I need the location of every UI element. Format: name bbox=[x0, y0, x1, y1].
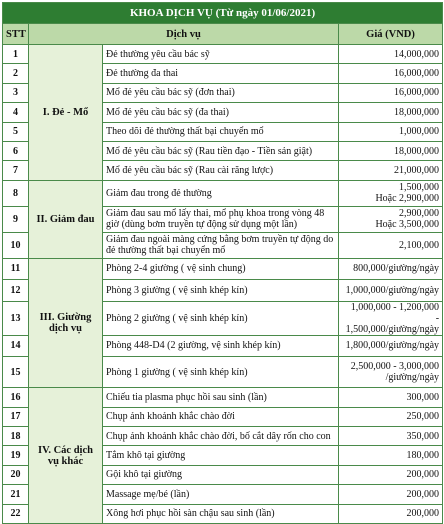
row-price: 350,000 bbox=[339, 427, 443, 446]
row-price: 200,000 bbox=[339, 465, 443, 484]
price-table bbox=[2, 2, 443, 524]
row-service: Massage mẹ/bé (lần) bbox=[103, 485, 339, 504]
row-service: Phòng 2-4 giường ( vệ sinh chung) bbox=[103, 258, 339, 280]
row-price bbox=[339, 206, 443, 232]
row-price: 1,000,000/giường/ngày bbox=[339, 280, 443, 302]
row-stt: 12 bbox=[3, 280, 29, 302]
table-row bbox=[3, 180, 443, 206]
row-price bbox=[339, 357, 443, 388]
row-price: 16,000,000 bbox=[339, 83, 443, 102]
row-stt: 4 bbox=[3, 103, 29, 122]
row-price: 200,000 bbox=[339, 504, 443, 523]
row-stt: 22 bbox=[3, 504, 29, 523]
row-price: 16,000,000 bbox=[339, 64, 443, 83]
row-service: Phòng 448-D4 (2 giường, vệ sinh khép kín) bbox=[103, 335, 339, 357]
row-stt: 17 bbox=[3, 407, 29, 426]
price-line-alt: Hoặc 2,900,000 bbox=[375, 193, 440, 205]
row-service: Đẻ thường yêu cầu bác sỹ bbox=[103, 45, 339, 64]
row-price: 180,000 bbox=[339, 446, 443, 465]
row-service: Giảm đau trong đẻ thường bbox=[103, 180, 339, 206]
row-stt: 21 bbox=[3, 485, 29, 504]
group-label: IV. Các dịch vụ khác bbox=[29, 388, 103, 524]
row-service: Chụp ảnh khoảnh khắc chào đời, bố cắt dây rốn cho con bbox=[103, 427, 339, 446]
row-stt: 11 bbox=[3, 258, 29, 280]
row-price: 1,800,000/giường/ngày bbox=[339, 335, 443, 357]
row-stt: 16 bbox=[3, 388, 29, 407]
row-price bbox=[339, 301, 443, 335]
row-stt: 7 bbox=[3, 161, 29, 180]
price-line-alt: /giường/ngày bbox=[385, 372, 440, 384]
row-service: Phòng 2 giường ( vệ sinh khép kín) bbox=[103, 301, 339, 335]
row-stt: 19 bbox=[3, 446, 29, 465]
row-stt: 13 bbox=[3, 301, 29, 335]
row-service: Theo dõi đẻ thường thất bại chuyển mổ bbox=[103, 122, 339, 141]
row-service: Chụp ảnh khoảnh khắc chào đời bbox=[103, 407, 339, 426]
price-line: 1,000,000 - 1,200,000 bbox=[350, 301, 440, 313]
row-price: 2,100,000 bbox=[339, 232, 443, 258]
group-label: I. Đẻ - Mổ bbox=[29, 45, 103, 181]
header-service: Dịch vụ bbox=[29, 24, 339, 45]
table-row bbox=[3, 388, 443, 407]
row-stt: 1 bbox=[3, 45, 29, 64]
row-stt: 5 bbox=[3, 122, 29, 141]
row-price: 200,000 bbox=[339, 485, 443, 504]
row-stt: 18 bbox=[3, 427, 29, 446]
row-service: Mổ đẻ yêu cầu bác sỹ (đa thai) bbox=[103, 103, 339, 122]
row-stt: 8 bbox=[3, 180, 29, 206]
row-service: Tắm khô tại giường bbox=[103, 446, 339, 465]
table-row bbox=[3, 45, 443, 64]
header-stt: STT bbox=[3, 24, 29, 45]
row-stt: 20 bbox=[3, 465, 29, 484]
price-line-alt: - 1,500,000/giường/ngày bbox=[345, 312, 440, 335]
row-stt: 14 bbox=[3, 335, 29, 357]
table-title-row bbox=[3, 3, 443, 24]
price-table-container bbox=[2, 2, 442, 520]
group-label: II. Giảm đau bbox=[29, 180, 103, 258]
row-service: Xông hơi phục hồi sàn chậu sau sinh (lần) bbox=[103, 504, 339, 523]
row-price: 21,000,000 bbox=[339, 161, 443, 180]
row-price: 300,000 bbox=[339, 388, 443, 407]
row-stt: 2 bbox=[3, 64, 29, 83]
table-row bbox=[3, 258, 443, 280]
group-label: III. Giường dịch vụ bbox=[29, 258, 103, 388]
price-line: 2,900,000 bbox=[399, 208, 440, 220]
row-service: Đẻ thường đa thai bbox=[103, 64, 339, 83]
row-service: Mổ đẻ yêu cầu bác sỹ (Rau cài răng lược) bbox=[103, 161, 339, 180]
row-price: 14,000,000 bbox=[339, 45, 443, 64]
row-stt: 6 bbox=[3, 141, 29, 160]
header-price: Giá (VND) bbox=[339, 24, 443, 45]
row-price: 1,000,000 bbox=[339, 122, 443, 141]
row-service: Phòng 3 giường ( vệ sinh khép kín) bbox=[103, 280, 339, 302]
table-header-row bbox=[3, 24, 443, 45]
row-stt: 10 bbox=[3, 232, 29, 258]
price-line-alt: Hoặc 3,500,000 bbox=[375, 219, 440, 231]
row-service: Mổ đẻ yêu cầu bác sỹ (Rau tiền đạo - Tiền sản giật) bbox=[103, 141, 339, 160]
row-service: Chiếu tia plasma phục hồi sau sinh (lần) bbox=[103, 388, 339, 407]
row-price: 18,000,000 bbox=[339, 141, 443, 160]
row-stt: 15 bbox=[3, 357, 29, 388]
row-stt: 9 bbox=[3, 206, 29, 232]
row-service: Gội khô tại giường bbox=[103, 465, 339, 484]
row-service: Mổ đẻ yêu cầu bác sỹ (đơn thai) bbox=[103, 83, 339, 102]
row-service: Giảm đau ngoài màng cứng bằng bơm truyền tự động do đẻ thường thất bại chuyển mổ bbox=[103, 232, 339, 258]
row-stt: 3 bbox=[3, 83, 29, 102]
row-price: 250,000 bbox=[339, 407, 443, 426]
price-line: 1,500,000 bbox=[399, 182, 440, 194]
row-price bbox=[339, 180, 443, 206]
table-title: KHOA DỊCH VỤ (Từ ngày 01/06/2021) bbox=[3, 3, 443, 24]
row-price: 18,000,000 bbox=[339, 103, 443, 122]
row-service: Giảm đau sau mổ lấy thai, mổ phụ khoa trong vòng 48 giờ (dùng bơm truyền tự động sử dụng một lần) bbox=[103, 206, 339, 232]
row-service: Phòng 1 giường ( vệ sinh khép kín) bbox=[103, 357, 339, 388]
row-price: 800,000/giường/ngày bbox=[339, 258, 443, 280]
price-line: 2,500,000 - 3,000,000 bbox=[350, 361, 440, 373]
